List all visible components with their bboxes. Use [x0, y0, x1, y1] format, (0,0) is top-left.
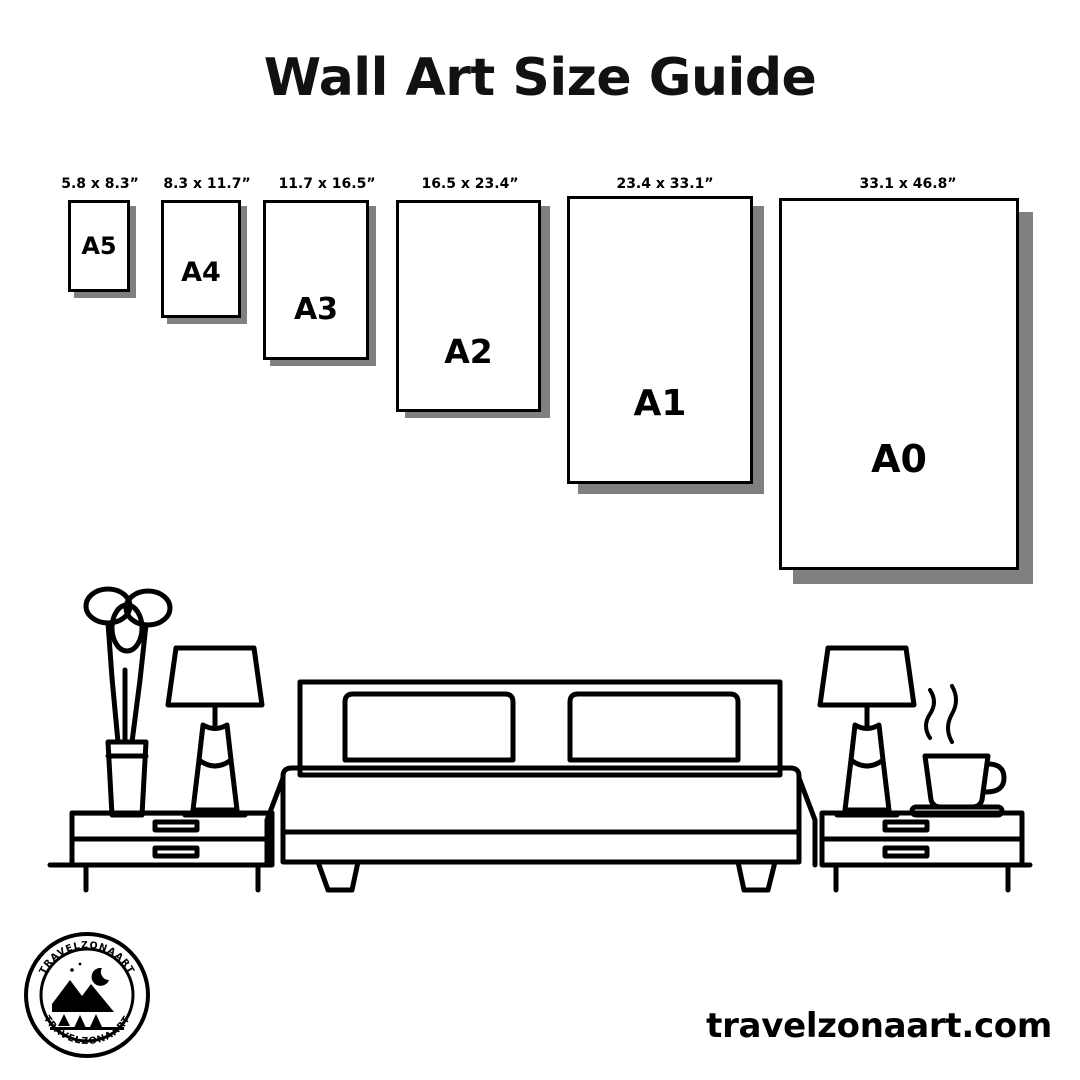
frame-box-a3 [263, 200, 369, 360]
coffee-cup [912, 686, 1004, 815]
lamp-right [820, 648, 914, 815]
frame-box-a2 [396, 200, 541, 412]
frame-label-a2: A2 [444, 331, 493, 371]
frame-label-a5: A5 [81, 232, 117, 260]
bed [267, 682, 815, 890]
frame-box-a1 [567, 196, 753, 484]
frame-dimension-a3: 11.7 x 16.5” [278, 176, 376, 192]
brand-logo-svg [22, 930, 152, 1060]
lamp-left [168, 648, 262, 815]
website-url[interactable]: travelzonaart.com [706, 1006, 1052, 1046]
frame-dimension-a5: 5.8 x 8.3” [61, 176, 139, 192]
page-title: Wall Art Size Guide [263, 48, 817, 108]
steam-left [926, 690, 934, 738]
moon-icon [92, 968, 109, 986]
frame-label-a3: A3 [293, 291, 339, 327]
mattress [283, 768, 799, 862]
trees-icon [58, 1014, 102, 1028]
star-icon [70, 968, 74, 972]
plant-left [86, 589, 170, 815]
frame-box-a0 [779, 198, 1019, 570]
bedroom-scene-svg [0, 560, 1080, 920]
nightstand-right [822, 813, 1022, 890]
frame-label-a1: A1 [633, 382, 687, 424]
nightstand-left [72, 813, 272, 890]
pillow-right [570, 694, 738, 760]
frame-dimension-a4: 8.3 x 11.7” [163, 176, 251, 192]
star-icon [79, 963, 82, 966]
frame-label-a0: A0 [871, 437, 927, 481]
pillow-left [345, 694, 513, 760]
bed-leg-left [318, 862, 358, 890]
frame-dimension-a0: 33.1 x 46.8” [859, 176, 957, 192]
bed-leg-right [738, 862, 775, 890]
steam-right [948, 686, 956, 742]
logo-text-bottom: TRAVELZONAART [41, 1013, 133, 1048]
brand-logo [22, 930, 152, 1060]
frame-dimension-a1: 23.4 x 33.1” [616, 176, 714, 192]
frame-label-a4: A4 [181, 256, 221, 288]
bedroom-scene-illustration [0, 560, 1080, 920]
logo-text-top: TRAVELZONAART [37, 939, 137, 977]
frame-box-a5 [68, 200, 130, 292]
frame-dimension-a2: 16.5 x 23.4” [421, 176, 519, 192]
frame-box-a4 [161, 200, 241, 318]
